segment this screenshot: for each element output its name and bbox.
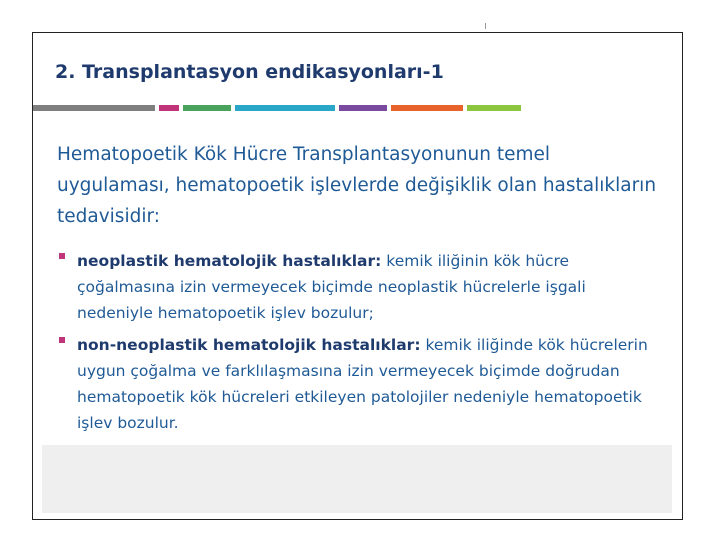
bullet-term: neoplastik hematolojik hastalıklar: bbox=[77, 252, 382, 270]
accent-bar-lime bbox=[467, 105, 521, 111]
accent-bar-gray bbox=[33, 105, 155, 111]
page-tick-mark bbox=[485, 23, 486, 29]
accent-bar-strip bbox=[33, 105, 523, 111]
bullet-square-icon bbox=[59, 253, 65, 259]
accent-bar-purple bbox=[339, 105, 387, 111]
bullet-text bbox=[77, 336, 648, 432]
bullet-list bbox=[55, 248, 665, 442]
slide-frame bbox=[32, 32, 683, 520]
slide-title: 2. Transplantasyon endikasyonları-1 bbox=[55, 61, 444, 83]
bullet-item-neoplastic bbox=[55, 248, 665, 326]
bullet-term: non-neoplastik hematolojik hastalıklar: bbox=[77, 336, 421, 354]
bullet-text bbox=[77, 252, 586, 322]
accent-bar-orange bbox=[391, 105, 463, 111]
intro-paragraph: Hematopoetik Kök Hücre Transplantasyonunun temel uygulaması, hematopoetik işlevlerde değişiklik olan hastalıkların tedavisidir: bbox=[57, 144, 657, 227]
accent-bar-magenta bbox=[159, 105, 179, 111]
accent-bar-cyan bbox=[235, 105, 335, 111]
footer-band bbox=[42, 445, 672, 513]
bullet-body: kemik iliğinin kök hücre çoğalmasına izin vermeyecek biçimde neoplastik hücrelerle işgali nedeniyle hematopoetik işlev bozulur; bbox=[77, 252, 586, 322]
bullet-item-non-neoplastic bbox=[55, 332, 665, 436]
accent-bar-green bbox=[183, 105, 231, 111]
bullet-square-icon bbox=[59, 337, 65, 343]
bullet-body: kemik iliğinde kök hücrelerin uygun çoğalma ve farklılaşmasına izin vermeyecek biçimde doğrudan hematopoetik kök hücreleri etkileyen patolojiler nedeniyle hematopoetik işlev bozulur. bbox=[77, 336, 648, 432]
